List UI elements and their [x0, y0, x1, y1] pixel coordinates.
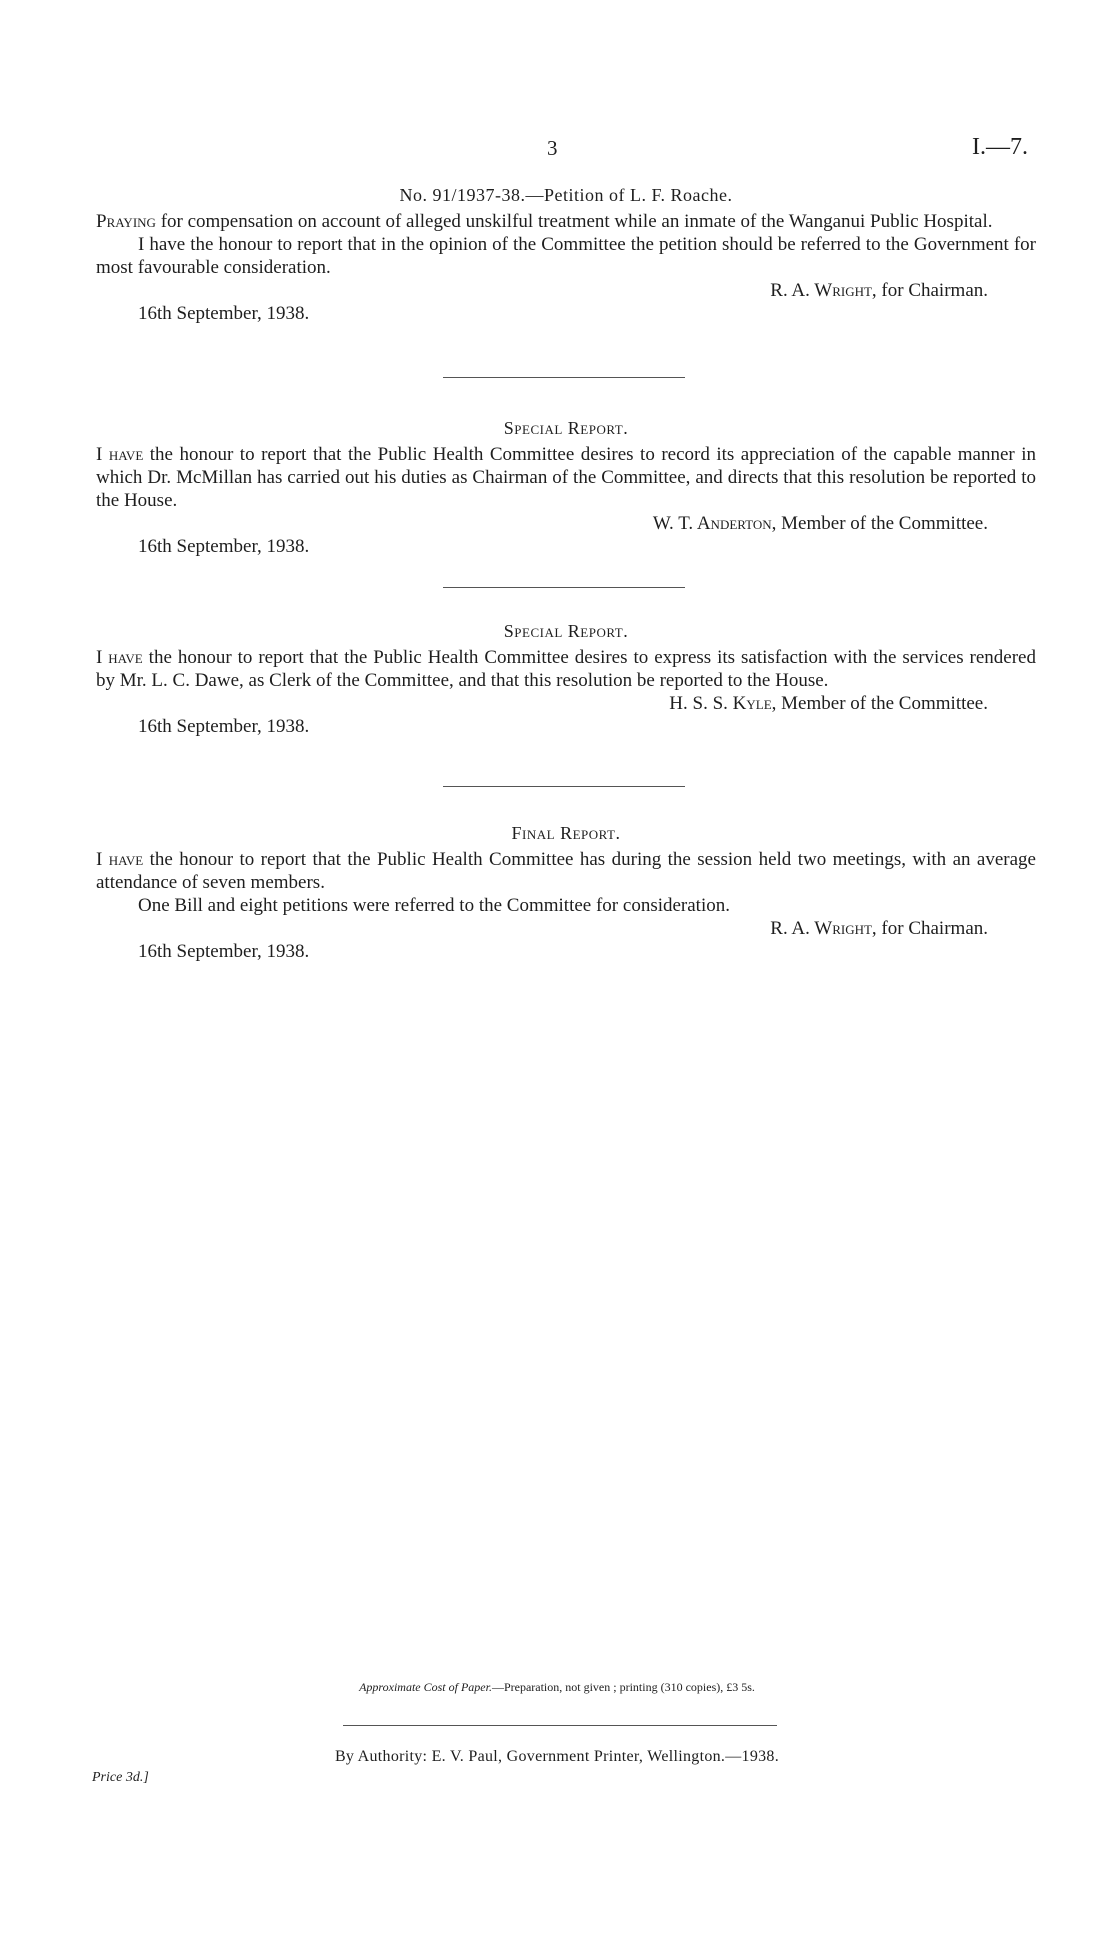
- special-report-2-date: 16th September, 1938.: [138, 716, 310, 737]
- special-report-2-title: Special Report.: [503, 621, 629, 641]
- footer-divider: [343, 1725, 777, 1726]
- signature-role: , for Chairman.: [871, 280, 988, 301]
- cost-label: Approximate Cost of Paper.: [359, 1680, 492, 1694]
- special-report-1-paragraph: [96, 443, 1036, 512]
- final-report-paragraph-2: One Bill and eight petitions were referred to the Committee for consideration.: [138, 895, 730, 916]
- signature-name: R. A. Wright: [770, 918, 872, 939]
- section-divider: [443, 786, 685, 787]
- special-report-2-signature: [96, 692, 1036, 715]
- petition-title: No. 91/1937-38.—Petition of L. F. Roache.: [399, 185, 733, 205]
- praying-lead: Praying: [96, 211, 156, 232]
- special-report-2-paragraph: [96, 646, 1036, 692]
- signature-name: H. S. S. Kyle: [669, 693, 772, 714]
- special-report-2-section: [96, 620, 1036, 738]
- special-report-1-title: Special Report.: [503, 418, 629, 438]
- petition-praying-paragraph: [96, 210, 1036, 233]
- report-text: the honour to report that the Public Health Committee has during the session held two meetings, with an average attendance of seven members.: [96, 849, 1036, 893]
- special-report-1-signature: [96, 512, 1036, 535]
- report-lead: I have: [96, 849, 144, 870]
- printer-authority: By Authority: E. V. Paul, Government Printer, Wellington.—1938.: [334, 1748, 780, 1765]
- page-number: 3: [547, 136, 558, 160]
- final-report-section: [96, 822, 1036, 963]
- final-report-date: 16th September, 1938.: [138, 941, 310, 962]
- final-report-title: Final Report.: [511, 823, 621, 843]
- signature-name: W. T. Anderton: [652, 513, 772, 534]
- report-text: the honour to report that the Public Health Committee desires to express its satisfaction with the services rendered by Mr. L. C. Dawe, as Clerk of the Committee, and that this resolution be reported to the House.: [96, 647, 1036, 691]
- report-lead: I have: [96, 647, 143, 668]
- cost-of-paper-note: [0, 1680, 1114, 1695]
- signature-name: R. A. Wright: [770, 280, 872, 301]
- petition-section: [96, 184, 1036, 325]
- final-report-paragraph: [96, 848, 1036, 894]
- petition-date: 16th September, 1938.: [138, 303, 310, 324]
- petition-report-paragraph: I have the honour to report that in the opinion of the Committee the petition should be referred to the Government for most favourable consideration.: [96, 234, 1036, 278]
- signature-role: , for Chairman.: [871, 918, 988, 939]
- petition-signature: [96, 279, 1036, 302]
- document-reference: I.—7.: [972, 134, 1028, 160]
- special-report-1-section: [96, 417, 1036, 558]
- special-report-1-date: 16th September, 1938.: [138, 536, 310, 557]
- section-divider: [443, 587, 685, 588]
- signature-role: , Member of the Committee.: [771, 693, 988, 714]
- report-lead: I have: [96, 444, 144, 465]
- praying-text: for compensation on account of alleged unskilful treatment while an inmate of the Wanganui Public Hospital.: [155, 211, 993, 232]
- price-label: Price 3d.]: [92, 1770, 149, 1785]
- final-report-signature: [96, 917, 1036, 940]
- cost-text: —Preparation, not given ; printing (310 copies), £3 5s.: [491, 1680, 755, 1694]
- section-divider: [443, 377, 685, 378]
- signature-role: , Member of the Committee.: [771, 513, 988, 534]
- report-text: the honour to report that the Public Health Committee desires to record its appreciation of the capable manner in which Dr. McMillan has carried out his duties as Chairman of the Committee, and directs that this resolution be reported to the House.: [96, 444, 1036, 511]
